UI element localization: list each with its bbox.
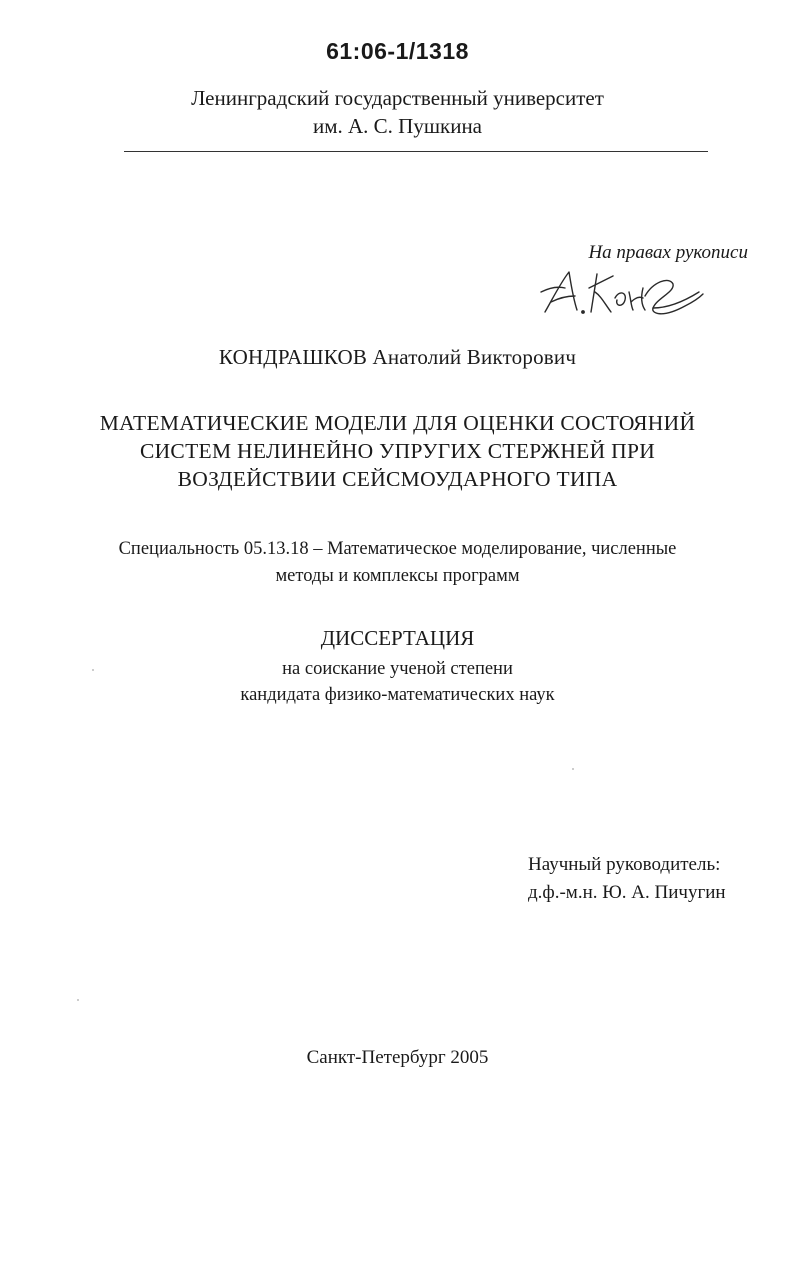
supervisor-block (528, 851, 726, 907)
scan-speck (92, 669, 94, 671)
degree-sought (0, 656, 795, 708)
university-named-after: им. А. С. Пушкина (312, 114, 483, 138)
scan-speck (77, 999, 79, 1001)
degree-line: кандидата физико-математических наук (240, 685, 555, 705)
university-name: Ленинградский государственный университет (191, 86, 604, 110)
university-block (0, 84, 795, 140)
title-line: МАТЕМАТИЧЕСКИЕ МОДЕЛИ ДЛЯ ОЦЕНКИ СОСТОЯНИЙ (99, 411, 696, 435)
specialty-line: методы и комплексы программ (275, 566, 520, 586)
specialty (0, 536, 795, 590)
specialty-line: Специальность 05.13.18 – Математическое моделирование, численные (118, 539, 677, 559)
degree-line: на соискание ученой степени (282, 659, 513, 679)
catalog-number: 61:06-1/1318 (326, 38, 469, 64)
handwritten-signature-icon (535, 262, 705, 324)
dissertation-heading: ДИССЕРТАЦИЯ (320, 626, 475, 650)
manuscript-note: На правах рукописи (588, 242, 748, 263)
author-name (0, 345, 795, 370)
title-line: ВОЗДЕЙСТВИИ СЕЙСМОУДАРНОГО ТИПА (177, 467, 618, 491)
dissertation-title (0, 409, 795, 493)
title-line: СИСТЕМ НЕЛИНЕЙНО УПРУГИХ СТЕРЖНЕЙ ПРИ (139, 439, 656, 463)
author-given-names: Анатолий Викторович (372, 345, 577, 369)
city-year: Санкт-Петербург 2005 (306, 1047, 489, 1068)
author-surname: КОНДРАШКОВ (218, 345, 368, 369)
supervisor-name: д.ф.-м.н. Ю. А. Пичугин (528, 882, 726, 903)
supervisor-label: Научный руководитель: (528, 854, 721, 875)
header-divider (124, 151, 708, 152)
scan-speck (572, 768, 574, 770)
